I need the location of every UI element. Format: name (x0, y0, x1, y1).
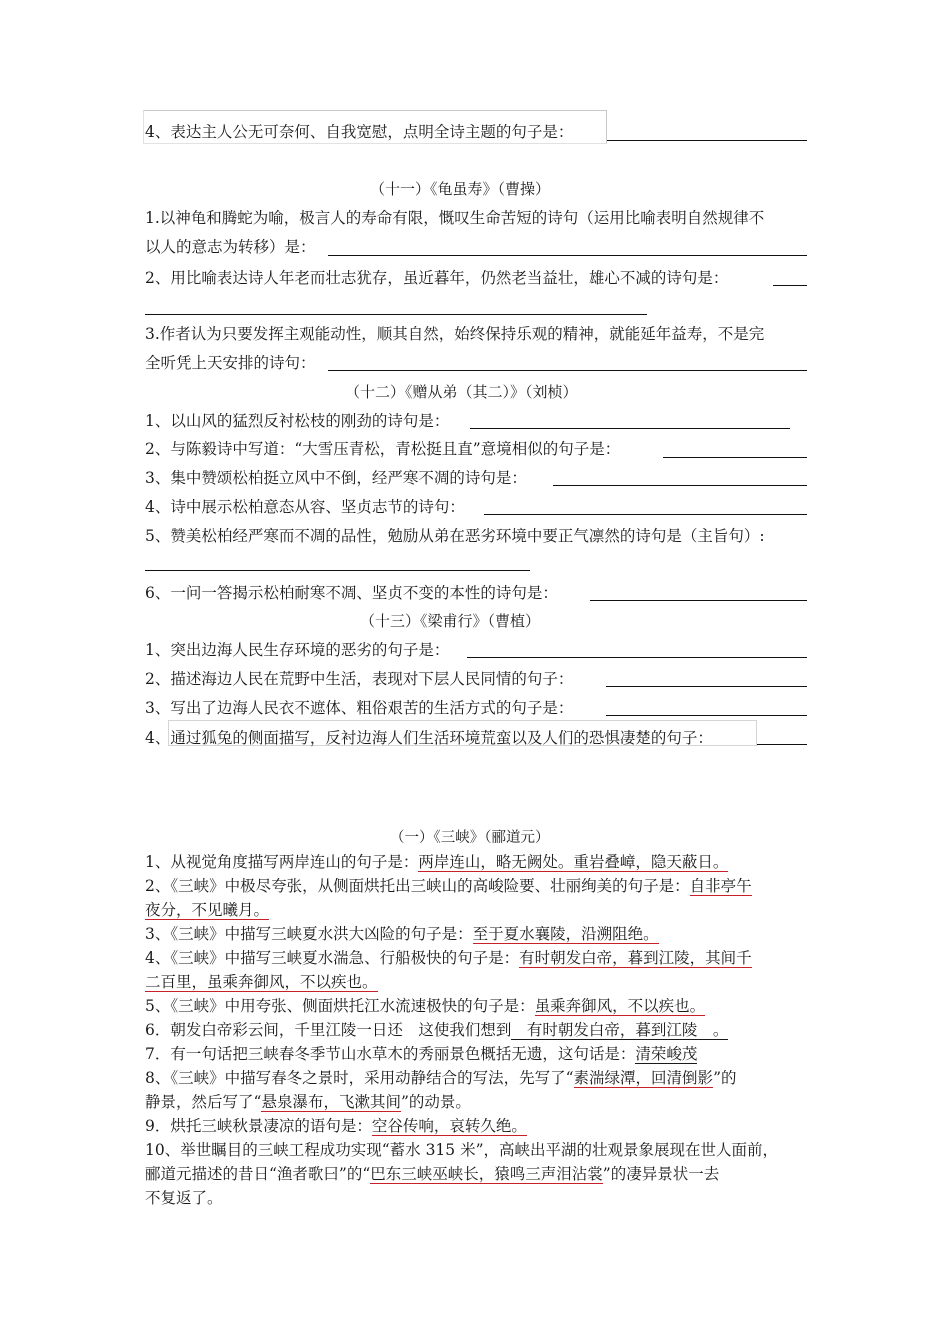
answer-line (145, 1043, 697, 1065)
question-text (145, 121, 573, 143)
answer-line: 不复返了。 (145, 1189, 223, 1207)
answer-blank[interactable] (145, 314, 647, 315)
answer-blank[interactable] (328, 255, 807, 256)
question-label: 5、《三峡》中用夸张、侧面烘托江水流速极快的句子是： (145, 997, 535, 1015)
question-text (145, 236, 316, 258)
answer-line (145, 899, 269, 921)
answer-blank[interactable] (553, 485, 807, 486)
question-text: 2、描述海边人民在荒野中生活，表现对下层人民同情的句子： (145, 670, 574, 688)
answer-text: 巴东三峡巫峡长，猿鸣三声泪沾裳 (370, 1165, 603, 1183)
question-text: 3.作者认为只要发挥主观能动性，顺其自然，始终保持乐观的精神，就能延年益寿，不是完 (145, 325, 765, 343)
answer-text: 二百里，虽乘奔御风，不以疾也。 (145, 973, 378, 991)
question-label: 静景，然后写了“ (145, 1093, 262, 1111)
question-label: 2、用比喻表达诗人年老而壮志犹存，虽近暮年，仍然老当益壮，雄心不减的诗句是： (145, 269, 729, 287)
answer-blank[interactable] (757, 744, 807, 745)
question-text: 6、一问一答揭示松柏耐寒不凋、坚贞不变的本性的诗句是： (145, 584, 558, 602)
question-text: 3、集中赞颂松柏挺立风中不倒，经严寒不凋的诗句是： (145, 469, 527, 487)
question-label: ”的凄异景状一去 (602, 1165, 720, 1183)
question-label: ”的动景。 (400, 1093, 471, 1111)
question-label: 以人的意志为转移）是： (145, 238, 316, 256)
question-label: 郦道元描述的昔日“渔者歌曰”的“ (145, 1165, 371, 1183)
answer-line (145, 923, 659, 945)
question-label: 2、《三峡》中极尽夸张，从侧面烘托出三峡山的高峻险要、壮丽绚美的句子是： (145, 877, 690, 895)
question-label: 1、从视觉角度描写两岸连山的句子是： (145, 853, 419, 871)
question-label: 9．烘托三峡秋景凄凉的语句是： (145, 1117, 372, 1135)
answer-blank[interactable] (470, 428, 790, 429)
answer-text: 素湍绿潭，回清倒影 (573, 1069, 714, 1087)
answer-blank[interactable] (607, 140, 807, 141)
answer-blank[interactable] (606, 686, 807, 687)
answer-text: 清荣峻茂 (635, 1045, 698, 1063)
answer-line (145, 947, 752, 969)
question-label: ”的 (713, 1069, 737, 1087)
answer-line (145, 971, 378, 993)
section-title: （十三）《梁甫行》（曹植） (360, 612, 541, 630)
answer-text: 至于夏水襄陵，沿溯阻绝。 (472, 925, 659, 943)
question-label: 7．有一句话把三峡春冬季节山水草木的秀丽景色概括无遗，这句话是： (145, 1045, 636, 1063)
answer-text: 有时朝发白帝，暮到江陵，其间千 (519, 949, 752, 967)
answer-text: 悬泉瀑布，飞漱其间 (261, 1093, 401, 1111)
answer-text: 虽乘奔御风，不以疾也。 (534, 997, 706, 1015)
answer-blank[interactable] (663, 457, 807, 458)
question-label: 8、《三峡》中描写春冬之景时，采用动静结合的写法，先写了“ (145, 1069, 574, 1087)
question-text (145, 267, 728, 289)
answer-blank[interactable] (145, 570, 530, 571)
answer-text: 两岸连山，略无阙处。重岩叠嶂，隐天蔽日。 (418, 853, 729, 871)
section-title: （十一）《龟虽寿》（曹操） (370, 180, 551, 198)
question-text: 3、写出了边海人民衣不遮体、粗俗艰苦的生活方式的句子是： (145, 699, 574, 717)
answer-blank[interactable] (606, 715, 807, 716)
answer-blank[interactable] (590, 600, 807, 601)
section-title: （一）《三峡》（郦道元） (390, 830, 550, 846)
answer-line (145, 851, 728, 873)
answer-line (145, 1091, 471, 1113)
question-text (145, 352, 316, 374)
answer-line: 10、举世瞩目的三峡工程成功实现“蓄水 315 米”，高峡出平湖的壮观景象展现在世人面前， (145, 1141, 779, 1159)
answer-line (145, 1163, 719, 1185)
answer-text: 空谷传响，哀转久绝。 (371, 1117, 527, 1135)
answer-line (145, 1115, 527, 1137)
answer-text: 有时朝发白帝，暮到江陵 。 (511, 1021, 729, 1039)
question-label: 全听凭上天安排的诗句： (145, 354, 316, 372)
question-text: 1、以山风的猛烈反衬松枝的刚劲的诗句是： (145, 412, 450, 430)
answer-blank[interactable] (773, 285, 807, 286)
answer-text: 夜分，不见曦月。 (145, 901, 270, 919)
answer-blank[interactable] (484, 514, 807, 515)
question-text: 5、赞美松柏经严寒而不凋的品性，勉励从弟在恶劣环境中要正气凛然的诗句是（主旨句）: (145, 527, 765, 545)
question-text: 1.以神龟和腾蛇为喻，极言人的寿命有限，慨叹生命苦短的诗句（运用比喻表明自然规律不 (145, 209, 765, 227)
question-label: 6．朝发白帝彩云间，千里江陵一日还 这使我们想到 (145, 1021, 512, 1039)
question-label: 3、《三峡》中描写三峡夏水洪大凶险的句子是： (145, 925, 473, 943)
question-text: 2、与陈毅诗中写道：“大雪压青松，青松挺且直”意境相似的句子是： (145, 440, 621, 458)
question-label: 4、表达主人公无可奈何、自我宽慰，点明全诗主题的句子是： (145, 123, 574, 141)
question-text: 4、诗中展示松柏意态从容、坚贞志节的诗句： (145, 498, 465, 516)
answer-line (145, 1067, 737, 1089)
section-title: （十二）《赠从弟（其二）》（刘桢） (345, 383, 578, 401)
answer-blank[interactable] (467, 657, 807, 658)
answer-line (145, 1019, 728, 1041)
answer-line (145, 875, 752, 897)
question-text: 1、突出边海人民生存环境的恶劣的句子是： (145, 641, 450, 659)
answer-text: 自非亭午 (689, 877, 752, 895)
question-text: 4、通过狐兔的侧面描写，反衬边海人们生活环境荒蛮以及人们的恐惧凄楚的句子： (145, 729, 713, 747)
answer-line (145, 995, 705, 1017)
answer-blank[interactable] (328, 370, 807, 371)
question-label: 4、《三峡》中描写三峡夏水湍急、行船极快的句子是： (145, 949, 520, 967)
